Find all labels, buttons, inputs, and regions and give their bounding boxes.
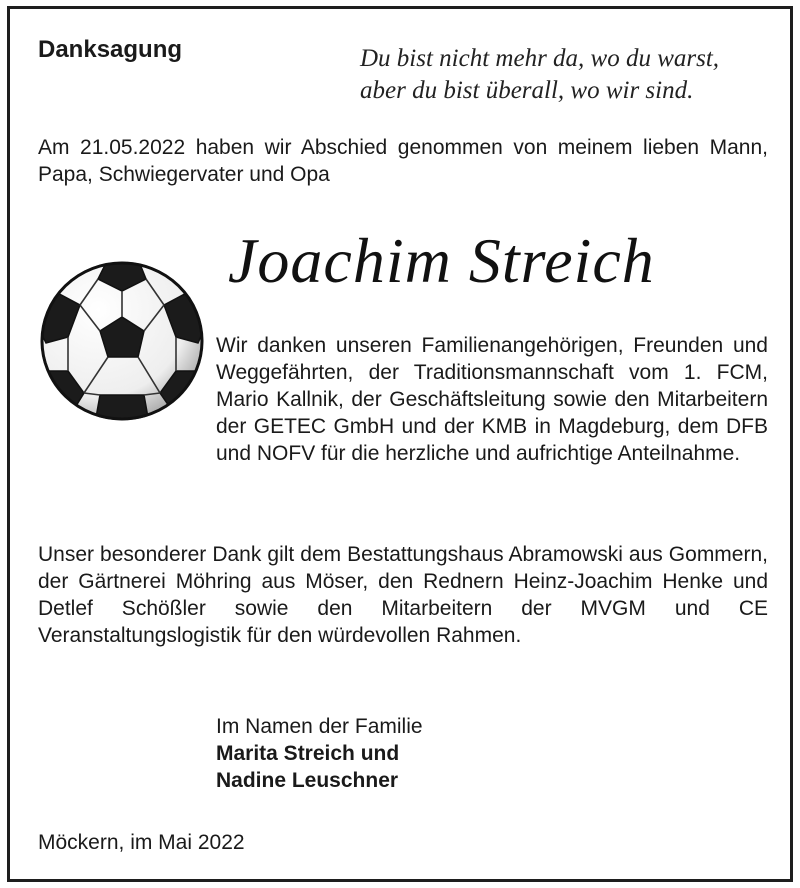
place-date: Möckern, im Mai 2022 (38, 831, 245, 854)
signature-intro: Im Namen der Familie (216, 715, 423, 738)
notice-title: Danksagung (38, 36, 183, 63)
soccer-ball-icon (38, 259, 206, 423)
signature-name-2: Nadine Leuschner (216, 769, 399, 792)
deceased-name: Joachim Streich (228, 225, 655, 296)
thanks-paragraph-family: Wir danken unseren Familienangehörigen, Freunden und Weggefährten, der Traditionsmannschaft vom 1. FCM, Mario Kallnik, der Geschäftsleitung sowie den Mitarbeitern der GETEC GmbH und der KMB in Magdeburg, dem DFB und NOFV für die herzliche und aufrichtige Anteilnahme. (216, 334, 768, 465)
signature-name-1: Marita Streich und (216, 742, 400, 765)
quote-line-1: Du bist nicht mehr da, wo du warst, (360, 45, 720, 72)
obituary-notice (7, 6, 793, 882)
thanks-paragraph-special: Unser besonderer Dank gilt dem Bestattungshaus Abramowski aus Gommern, der Gärtnerei Möhring aus Möser, den Rednern Heinz-Joachim Henke und Detlef Schößler sowie den Mitarbeitern der MVGM und CE Veranstaltungslogistik für den würdevollen Rahmen. (38, 543, 768, 647)
signature-block (216, 713, 423, 794)
memorial-quote (360, 43, 719, 107)
intro-paragraph: Am 21.05.2022 haben wir Abschied genommen von meinem lieben Mann, Papa, Schwiegervater und Opa (38, 136, 768, 186)
quote-line-2: aber du bist überall, wo wir sind. (360, 77, 694, 104)
